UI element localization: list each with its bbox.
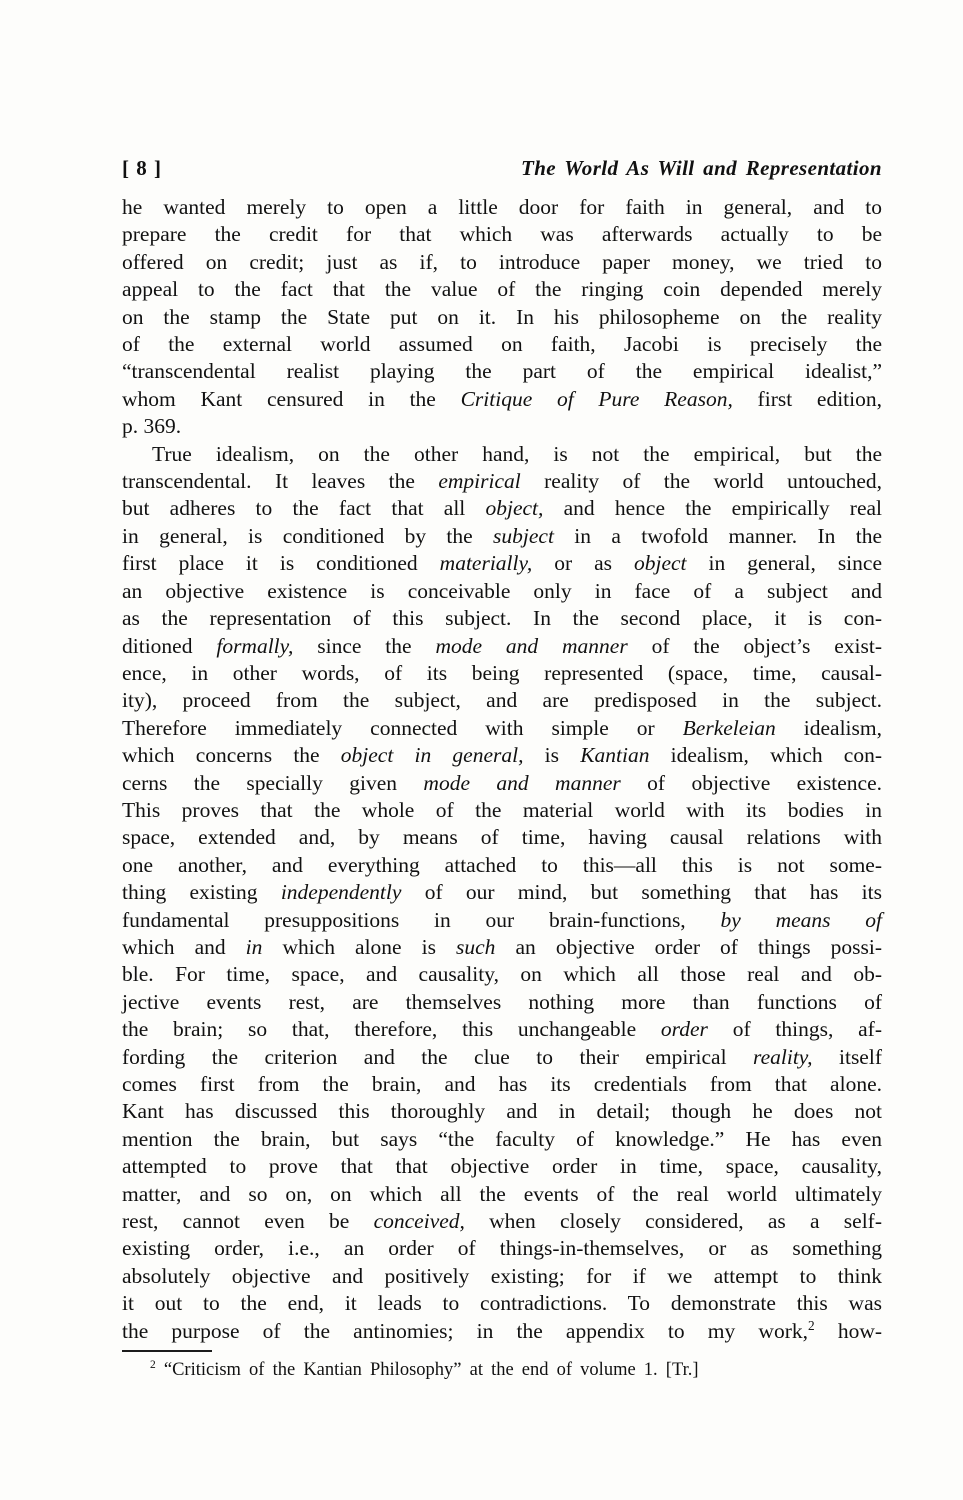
text-segment: Kant has discussed this thoroughly and in detail; though he does not bbox=[122, 1099, 882, 1124]
footnote-separator-rule bbox=[122, 1350, 212, 1352]
text-segment: or as bbox=[532, 551, 634, 576]
text-segment: comes first from the brain, and has its credentials from that alone. bbox=[122, 1072, 882, 1096]
italic-text: mode and manner bbox=[435, 633, 628, 658]
text-line bbox=[122, 879, 882, 906]
text-line bbox=[122, 523, 882, 550]
text-segment: p. 369. bbox=[122, 414, 182, 439]
text-segment: of things, af- bbox=[707, 1017, 882, 1042]
text-line bbox=[122, 1016, 882, 1043]
text-segment: matter, and so on, on which all the events of the real world ultimately bbox=[122, 1181, 882, 1206]
text-segment: jective events rest, are themselves nothing more than functions of bbox=[122, 989, 882, 1014]
text-segment: as the representation of this subject. In the second place, it is con- bbox=[122, 606, 882, 631]
italic-text: by means of bbox=[720, 907, 883, 932]
text-segment: but adheres to the fact that all bbox=[122, 496, 486, 521]
text-segment: of the object’s exist- bbox=[627, 633, 882, 658]
text-line bbox=[122, 1235, 882, 1262]
text-segment: which concerns the bbox=[122, 743, 341, 768]
text-line bbox=[122, 276, 882, 303]
text-line bbox=[122, 1290, 882, 1317]
text-segment: an objective order of things possi- bbox=[495, 934, 882, 959]
text-line bbox=[122, 715, 882, 742]
text-segment: in a twofold manner. In the bbox=[553, 523, 882, 548]
text-line bbox=[122, 1153, 882, 1180]
text-line bbox=[122, 249, 882, 276]
italic-text: object in general, bbox=[340, 743, 524, 768]
text-segment: existing order, i.e., an order of things-in-themselves, or as something bbox=[122, 1236, 882, 1261]
text-segment: how- bbox=[814, 1318, 883, 1343]
text-line bbox=[122, 797, 882, 824]
text-segment: ble. For time, space, and causality, on which all those real and ob- bbox=[122, 962, 882, 987]
text-line bbox=[122, 550, 882, 577]
text-line bbox=[122, 331, 882, 358]
text-line bbox=[122, 961, 882, 988]
text-segment: of our mind, but something that has its bbox=[401, 880, 882, 905]
page-number: [ 8 ] bbox=[122, 156, 162, 180]
body-text bbox=[122, 194, 882, 1345]
text-line bbox=[122, 1263, 882, 1290]
text-line bbox=[122, 633, 882, 660]
text-line bbox=[122, 1181, 882, 1208]
text-segment: cerns the specially given bbox=[122, 770, 424, 795]
text-segment: it out to the end, it leads to contradictions. To demonstrate this was bbox=[122, 1291, 882, 1316]
text-segment: ence, in other words, of its being represented (space, time, causal- bbox=[122, 660, 882, 685]
text-segment: the purpose of the antinomies; in the appendix to my work, bbox=[122, 1318, 808, 1343]
text-line bbox=[122, 304, 882, 331]
text-segment: when closely considered, as a self- bbox=[464, 1209, 882, 1234]
italic-text: Kantian bbox=[580, 743, 650, 768]
text-segment: one another, and everything attached to this—all this is not some- bbox=[122, 852, 882, 877]
text-segment: an objective existence is conceivable only in face of a subject and bbox=[122, 578, 882, 603]
text-line bbox=[122, 852, 882, 879]
text-line bbox=[122, 578, 882, 605]
text-segment: appeal to the fact that the value of the ringing coin depended merely bbox=[122, 277, 882, 302]
paragraph bbox=[122, 441, 882, 1345]
italic-text: in bbox=[245, 934, 263, 959]
italic-text: materially, bbox=[439, 551, 533, 576]
text-segment: in general, since bbox=[686, 551, 882, 576]
text-line bbox=[122, 1126, 882, 1153]
italic-text: conceived, bbox=[373, 1209, 465, 1234]
italic-text: reality, bbox=[753, 1044, 813, 1069]
italic-text: empirical bbox=[438, 469, 521, 494]
paragraph bbox=[122, 194, 882, 441]
text-line bbox=[122, 1098, 882, 1125]
text-segment: offered on credit; just as if, to introduce paper money, we tried to bbox=[122, 249, 882, 274]
text-segment: True idealism, on the other hand, is not the empirical, but the bbox=[152, 441, 882, 466]
text-segment: “Criticism of the Kantian Philosophy” at the end of volume 1. [Tr.] bbox=[155, 1360, 699, 1381]
text-segment: idealism, bbox=[775, 715, 882, 740]
text-segment: reality of the world untouched, bbox=[520, 469, 883, 494]
text-line bbox=[122, 605, 882, 632]
text-segment: ity), proceed from the subject, and are predisposed in the subject. bbox=[122, 688, 882, 713]
italic-text: such bbox=[456, 934, 496, 959]
text-line bbox=[122, 660, 882, 687]
text-line bbox=[122, 221, 882, 248]
text-line bbox=[122, 1318, 882, 1345]
text-segment: since the bbox=[293, 633, 436, 658]
italic-text: Berkeleian bbox=[682, 715, 776, 740]
text-segment: in general, is conditioned by the bbox=[122, 523, 494, 548]
italic-text: independently bbox=[280, 880, 402, 905]
text-line bbox=[122, 907, 882, 934]
text-segment: first place it is conditioned bbox=[122, 551, 440, 576]
page-header bbox=[122, 155, 882, 181]
text-line bbox=[122, 495, 882, 522]
text-segment: “transcendental realist playing the part of the empirical idealist,” bbox=[122, 359, 882, 384]
text-segment: ditioned bbox=[122, 633, 217, 658]
text-segment: which and bbox=[122, 934, 246, 959]
text-line bbox=[122, 386, 882, 413]
page-content bbox=[122, 155, 882, 1382]
text-segment: which alone is bbox=[262, 934, 457, 959]
text-segment: fundamental presuppositions in our brain-functions, bbox=[122, 907, 721, 932]
text-line bbox=[122, 687, 882, 714]
text-segment: whom Kant censured in the bbox=[122, 386, 461, 411]
text-line bbox=[122, 1044, 882, 1071]
text-line bbox=[122, 824, 882, 851]
text-segment: Therefore immediately connected with simple or bbox=[122, 715, 683, 740]
text-segment: is bbox=[523, 743, 581, 768]
text-segment: on the stamp the State put on it. In his philosopheme on the reality bbox=[122, 304, 882, 329]
italic-text: object bbox=[633, 551, 687, 576]
italic-text: mode and manner bbox=[423, 770, 621, 795]
footnote bbox=[122, 1358, 882, 1382]
text-segment: prepare the credit for that which was afterwards actually to be bbox=[122, 222, 882, 247]
text-segment: rest, cannot even be bbox=[122, 1209, 374, 1234]
italic-text: subject bbox=[493, 523, 554, 548]
italic-text: order bbox=[660, 1017, 708, 1042]
text-segment: the brain; so that, therefore, this unchangeable bbox=[122, 1017, 661, 1042]
italic-text: object, bbox=[485, 496, 544, 521]
text-segment: thing existing bbox=[122, 880, 281, 905]
text-segment: fording the criterion and the clue to their empirical bbox=[122, 1044, 754, 1069]
text-segment: transcendental. It leaves the bbox=[122, 469, 439, 494]
text-line bbox=[122, 989, 882, 1016]
text-line bbox=[122, 358, 882, 385]
text-segment: he wanted merely to open a little door for faith in general, and to bbox=[122, 195, 882, 219]
text-segment: This proves that the whole of the material world with its bodies in bbox=[122, 797, 882, 822]
text-line bbox=[122, 1208, 882, 1235]
text-segment: space, extended and, by means of time, having causal relations with bbox=[122, 825, 882, 850]
text-line bbox=[122, 413, 882, 440]
text-segment: absolutely objective and positively existing; for if we attempt to think bbox=[122, 1263, 882, 1288]
text-segment: of the external world assumed on faith, Jacobi is precisely the bbox=[122, 332, 882, 357]
text-segment: attempted to prove that that objective order in time, space, causality, bbox=[122, 1154, 882, 1179]
text-line bbox=[122, 441, 882, 468]
text-segment: idealism, which con- bbox=[649, 743, 883, 768]
text-segment: itself bbox=[812, 1044, 882, 1069]
text-segment: of objective existence. bbox=[620, 770, 882, 795]
text-line bbox=[122, 468, 882, 495]
footnote-reference: 2 bbox=[150, 1358, 156, 1371]
text-line bbox=[122, 742, 882, 769]
text-segment: mention the brain, but says “the faculty of knowledge.” He has even bbox=[122, 1126, 882, 1151]
text-line bbox=[122, 1071, 882, 1098]
footnote-reference: 2 bbox=[807, 1317, 815, 1333]
text-segment: and hence the empirically real bbox=[543, 496, 882, 521]
text-segment: first edition, bbox=[732, 386, 883, 411]
text-line bbox=[122, 934, 882, 961]
text-line bbox=[122, 194, 882, 221]
italic-text: Critique of Pure Reason, bbox=[460, 386, 733, 411]
italic-text: formally, bbox=[216, 633, 294, 658]
text-line bbox=[122, 770, 882, 797]
running-title: The World As Will and Representation bbox=[521, 156, 882, 180]
